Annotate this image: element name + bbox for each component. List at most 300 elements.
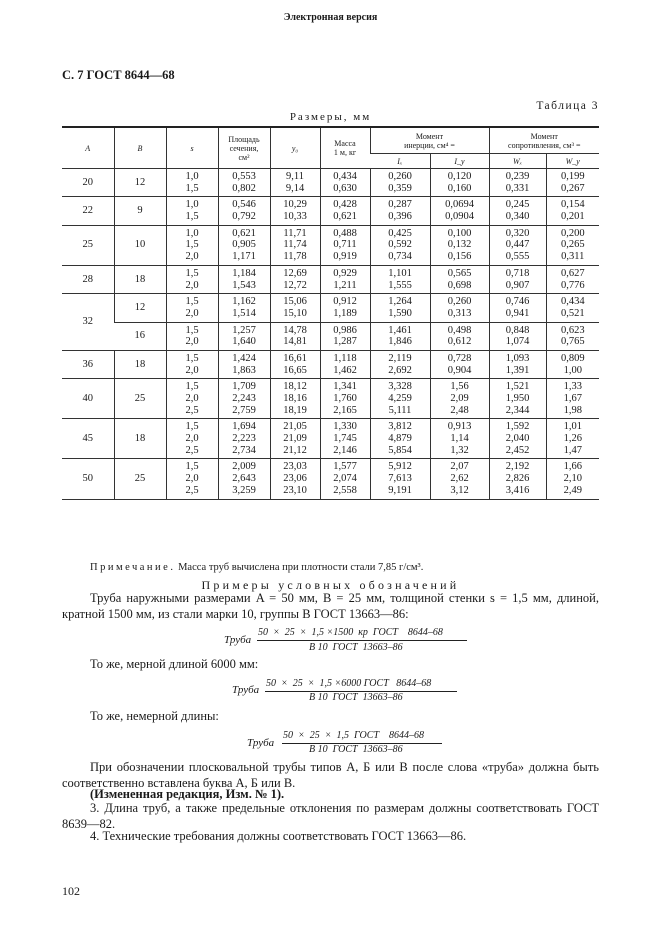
cell-value: 2,692 <box>388 364 412 376</box>
formula-3-word: Труба <box>247 737 275 749</box>
cell-value: 2,452 <box>505 444 530 456</box>
cell-value: 1,709 <box>232 381 256 393</box>
cell-value: 5,912 <box>388 461 412 473</box>
table-row <box>62 169 599 197</box>
cell-value: 2,0 <box>185 279 199 291</box>
cell-value: 0,546 <box>232 199 256 211</box>
cell-value: 0,331 <box>505 182 530 194</box>
formula-3-numerator: 50 × 25 × 1,5 ГОСТ 8644–68 <box>283 730 425 741</box>
cell-value: 0,287 <box>388 199 412 211</box>
cell-y0 <box>270 225 320 265</box>
cell-value: 2,223 <box>232 433 256 445</box>
cell-wx <box>489 379 546 419</box>
cell-value: 0,265 <box>560 239 585 251</box>
cell-a: 45 <box>82 433 93 445</box>
cell-value: 0,555 <box>505 251 530 263</box>
cell-value: 2,734 <box>232 444 256 456</box>
col-header-s: s <box>166 127 218 169</box>
cell-area <box>218 265 270 293</box>
cell-s <box>166 197 218 225</box>
cell-value: 1,162 <box>232 296 256 308</box>
cell-value: 0,320 <box>505 227 530 239</box>
cell-wy <box>546 419 599 459</box>
cell-value: 0,746 <box>505 296 530 308</box>
cell-value: 0,260 <box>388 171 412 182</box>
cell-value: 0,907 <box>505 279 530 291</box>
cell-value: 0,267 <box>560 182 585 194</box>
cell-area <box>218 419 270 459</box>
cell-value: 1,424 <box>232 352 256 364</box>
col-header-mass: Масса 1 м, кг <box>320 127 370 169</box>
col-header-area: Площадь сечения, см² <box>218 127 270 169</box>
cell-value: 1,521 <box>505 381 530 393</box>
cell-value: 1,514 <box>232 307 256 319</box>
cell-value: 0,156 <box>447 251 472 263</box>
col-header-resistance: Момент сопротивления, см³ = <box>489 127 599 154</box>
cell-value: 9,11 <box>286 171 304 182</box>
cell-value: 2,0 <box>185 251 199 263</box>
cell-value: 0,0694 <box>445 199 474 211</box>
cell-iy <box>430 350 489 378</box>
example-paragraph-3: То же, немерной длины: <box>90 709 219 723</box>
cell-value: 0,447 <box>505 239 530 251</box>
cell-value: 0,792 <box>232 211 256 223</box>
cell-value: 0,919 <box>333 251 357 263</box>
cell-value: 10,33 <box>283 211 307 223</box>
table-row <box>62 294 599 322</box>
col-header-b: B <box>114 127 166 169</box>
cell-value: 0,905 <box>232 239 256 251</box>
cell-b: 18 <box>114 350 166 378</box>
cell-value: 1,189 <box>333 307 357 319</box>
cell-value: 1,5 <box>185 324 199 336</box>
cell-value: 1,590 <box>388 307 412 319</box>
cell-wx <box>489 265 546 293</box>
cell-value: 1,171 <box>232 251 256 263</box>
cell-wy <box>546 197 599 225</box>
cell-a: 40 <box>82 392 93 404</box>
cell-value: 0,621 <box>232 227 256 239</box>
cell-value: 2,10 <box>563 473 582 485</box>
cell-value: 2,643 <box>232 473 256 485</box>
table-row <box>62 225 599 265</box>
cell-value: 0,0904 <box>445 211 474 223</box>
cell-value: 1,5 <box>185 381 199 393</box>
formula-2-word: Труба <box>232 684 260 696</box>
cell-value: 2,192 <box>505 461 530 473</box>
cell-value: 1,56 <box>450 381 469 393</box>
cell-iy <box>430 419 489 459</box>
cell-value: 1,98 <box>563 404 582 416</box>
cell-mass <box>320 459 370 499</box>
cell-value: 0,521 <box>560 307 585 319</box>
table-row <box>62 459 599 499</box>
cell-s <box>166 322 218 350</box>
cell-value: 0,913 <box>447 421 472 433</box>
cell-value: 2,5 <box>185 444 199 456</box>
cell-wx <box>489 459 546 499</box>
cell-ix <box>370 197 430 225</box>
cell-value: 15,06 <box>283 296 307 308</box>
note-text: Масса труб вычислена при плотности стали 7,85 г/см³. <box>175 562 424 573</box>
cell-value: 12,69 <box>283 267 307 279</box>
formula-3-denominator: В 10 ГОСТ 13663–86 <box>309 744 403 755</box>
cell-value: 1,33 <box>563 381 582 393</box>
cell-value: 0,565 <box>447 267 472 279</box>
cell-b: 18 <box>114 419 166 459</box>
cell-value: 23,10 <box>283 484 307 496</box>
cell-value: 0,711 <box>333 239 357 251</box>
cell-value: 2,49 <box>563 484 582 496</box>
cell-value: 11,78 <box>283 251 307 263</box>
cell-wy <box>546 350 599 378</box>
cell-area <box>218 294 270 322</box>
cell-a: 22 <box>82 205 93 217</box>
cell-value: 0,313 <box>447 307 472 319</box>
formula-1-word: Труба <box>224 634 252 646</box>
cell-value: 1,32 <box>450 444 469 456</box>
cell-value: 2,0 <box>185 473 199 485</box>
cell-value: 0,154 <box>560 199 585 211</box>
cell-value: 2,558 <box>333 484 357 496</box>
cell-b: 18 <box>114 265 166 293</box>
formula-2-numerator: 50 × 25 × 1,5 ×6000 ГОСТ 8644–68 <box>266 678 432 689</box>
cell-value: 0,239 <box>505 171 530 182</box>
cell-value: 0,428 <box>333 199 357 211</box>
cell-iy <box>430 169 489 197</box>
cell-b: 16 <box>134 330 145 342</box>
cell-ix <box>370 169 430 197</box>
cell-value: 1,00 <box>563 364 582 376</box>
cell-a: 25 <box>82 239 93 251</box>
cell-value: 1,264 <box>388 296 412 308</box>
cell-wx <box>489 322 546 350</box>
cell-wy <box>546 294 599 322</box>
cell-a: 20 <box>82 176 93 188</box>
cell-area <box>218 459 270 499</box>
cell-wx <box>489 169 546 197</box>
col-header-y0: y₀ <box>270 127 320 169</box>
cell-s <box>166 350 218 378</box>
cell-value: 0,929 <box>333 267 357 279</box>
cell-value: 1,760 <box>333 393 357 404</box>
cell-value: 1,745 <box>333 433 357 445</box>
cell-value: 0,200 <box>560 227 585 239</box>
page-heading: С. 7 ГОСТ 8644—68 <box>62 68 175 82</box>
cell-value: 2,040 <box>505 433 530 445</box>
cell-wx <box>489 225 546 265</box>
cell-y0 <box>270 379 320 419</box>
cell-value: 2,074 <box>333 473 357 485</box>
table-row <box>62 419 599 459</box>
cell-s <box>166 459 218 499</box>
cell-value: 1,211 <box>333 279 357 291</box>
table-caption: Размеры, мм <box>289 111 372 123</box>
cell-value: 1,184 <box>232 267 256 279</box>
cell-value: 5,854 <box>388 444 412 456</box>
cell-value: 1,074 <box>505 336 530 348</box>
cell-value: 1,093 <box>505 352 530 364</box>
cell-value: 0,765 <box>560 336 585 348</box>
note-lead: Примечание. <box>90 562 176 573</box>
cell-y0 <box>270 419 320 459</box>
table-row <box>62 265 599 293</box>
cell-value: 0,728 <box>447 352 472 364</box>
cell-value: 1,461 <box>388 324 412 336</box>
cell-value: 0,498 <box>447 324 472 336</box>
cell-iy <box>430 459 489 499</box>
cell-value: 1,5 <box>185 421 199 433</box>
cell-b: 10 <box>114 225 166 265</box>
cell-value: 1,26 <box>563 433 582 445</box>
cell-y0 <box>270 169 320 197</box>
col-header-inertia: Момент инерции, см⁴ = <box>370 127 489 154</box>
cell-s <box>166 225 218 265</box>
cell-value: 7,613 <box>388 473 412 485</box>
example-paragraph-2: То же, мерной длиной 6000 мм: <box>90 657 259 671</box>
cell-area <box>218 197 270 225</box>
cell-value: 2,759 <box>232 404 256 416</box>
cell-y0 <box>270 294 320 322</box>
cell-value: 5,111 <box>388 404 412 416</box>
cell-value: 11,71 <box>283 227 307 239</box>
cell-value: 0,434 <box>560 296 585 308</box>
cell-mass <box>320 197 370 225</box>
cell-value: 0,311 <box>561 251 585 263</box>
cell-value: 0,912 <box>333 296 357 308</box>
cell-value: 2,119 <box>388 352 412 364</box>
cell-value: 23,06 <box>283 473 307 485</box>
cell-value: 18,19 <box>283 404 307 416</box>
cell-value: 1,5 <box>185 352 199 364</box>
cell-ix <box>370 419 430 459</box>
col-header-iy: I_y <box>430 154 489 169</box>
table-note <box>90 562 423 573</box>
cell-iy <box>430 197 489 225</box>
cell-value: 18,12 <box>283 381 307 393</box>
cell-value: 2,5 <box>185 484 199 496</box>
cell-ix <box>370 225 430 265</box>
cell-value: 0,425 <box>388 227 412 239</box>
cell-value: 1,5 <box>185 239 199 251</box>
cell-value: 1,863 <box>232 364 256 376</box>
cell-value: 0,809 <box>560 352 585 364</box>
cell-value: 1,640 <box>232 336 256 348</box>
cell-value: 0,734 <box>388 251 412 263</box>
cell-mass <box>320 379 370 419</box>
cell-value: 3,12 <box>450 484 469 496</box>
cell-value: 0,904 <box>447 364 472 376</box>
cell-b: 9 <box>114 197 166 225</box>
cell-value: 0,718 <box>505 267 530 279</box>
cell-value: 1,592 <box>505 421 530 433</box>
cell-value: 0,260 <box>447 296 472 308</box>
cell-value: 2,009 <box>232 461 256 473</box>
cell-value: 2,07 <box>450 461 469 473</box>
cell-value: 1,5 <box>185 461 199 473</box>
cell-value: 0,201 <box>560 211 585 223</box>
cell-s <box>166 294 218 322</box>
cell-wx <box>489 197 546 225</box>
cell-value: 21,05 <box>283 421 307 433</box>
cell-value: 0,698 <box>447 279 472 291</box>
cell-y0 <box>270 265 320 293</box>
cell-value: 16,65 <box>283 364 307 376</box>
cell-value: 2,344 <box>505 404 530 416</box>
examples-title: Примеры условных обозначений <box>201 578 460 592</box>
cell-wx <box>489 294 546 322</box>
cell-value: 4,259 <box>388 393 412 404</box>
cell-value: 2,0 <box>185 393 199 404</box>
cell-a: 32 <box>82 316 93 328</box>
table-number: Таблица 3 <box>536 100 599 112</box>
cell-value: 0,621 <box>333 211 357 223</box>
cell-mass <box>320 419 370 459</box>
cell-value: 2,0 <box>185 364 199 376</box>
cell-value: 21,12 <box>283 444 307 456</box>
cell-ix <box>370 350 430 378</box>
cell-value: 9,191 <box>388 484 412 496</box>
cell-iy <box>430 379 489 419</box>
cell-value: 14,78 <box>283 324 307 336</box>
cell-value: 3,259 <box>232 484 256 496</box>
cell-value: 16,61 <box>283 352 307 364</box>
cell-value: 18,16 <box>283 393 307 404</box>
cell-value: 14,81 <box>283 336 307 348</box>
cell-value: 23,03 <box>283 461 307 473</box>
cell-iy <box>430 294 489 322</box>
cell-value: 0,488 <box>333 227 357 239</box>
cell-value: 1,341 <box>333 381 357 393</box>
cell-value: 2,0 <box>185 433 199 445</box>
cell-value: 2,09 <box>450 393 469 404</box>
cell-value: 2,243 <box>232 393 256 404</box>
cell-value: 0,132 <box>447 239 472 251</box>
cell-value: 1,846 <box>388 336 412 348</box>
cell-b: 25 <box>114 459 166 499</box>
cell-value: 2,62 <box>450 473 469 485</box>
cell-s <box>166 265 218 293</box>
cell-ix <box>370 322 430 350</box>
cell-value: 21,09 <box>283 433 307 445</box>
cell-value: 1,543 <box>232 279 256 291</box>
cell-wx <box>489 419 546 459</box>
cell-y0 <box>270 459 320 499</box>
cell-value: 2,826 <box>505 473 530 485</box>
cell-value: 0,199 <box>560 171 585 182</box>
cell-value: 2,0 <box>185 336 199 348</box>
cell-value: 0,776 <box>560 279 585 291</box>
cell-b: 12 <box>114 294 166 322</box>
cell-s <box>166 379 218 419</box>
cell-wx <box>489 350 546 378</box>
formula-1-denominator: В 10 ГОСТ 13663–86 <box>309 642 403 653</box>
cell-value: 0,120 <box>447 171 472 182</box>
cell-value: 0,396 <box>388 211 412 223</box>
cell-value: 1,14 <box>450 433 469 445</box>
cell-value: 3,812 <box>388 421 412 433</box>
cell-wy <box>546 459 599 499</box>
cell-value: 0,848 <box>505 324 530 336</box>
col-header-a: A <box>62 127 114 169</box>
cell-ix <box>370 294 430 322</box>
cell-a: 36 <box>82 358 93 370</box>
cell-wy <box>546 169 599 197</box>
cell-value: 0,986 <box>333 324 357 336</box>
cell-iy <box>430 322 489 350</box>
cell-value: 2,48 <box>450 404 469 416</box>
cell-value: 1,287 <box>333 336 357 348</box>
cell-value: 1,0 <box>185 227 199 239</box>
cell-value: 0,623 <box>560 324 585 336</box>
cell-value: 1,5 <box>185 182 199 194</box>
cell-value: 2,5 <box>185 404 199 416</box>
closing-paragraph-3: 4. Технические требования должны соответствовать ГОСТ 13663—86. <box>90 829 467 843</box>
cell-mass <box>320 294 370 322</box>
cell-value: 2,165 <box>333 404 357 416</box>
cell-mass <box>320 322 370 350</box>
cell-iy <box>430 265 489 293</box>
cell-value: 1,257 <box>232 324 256 336</box>
cell-wy <box>546 225 599 265</box>
cell-value: 0,245 <box>505 199 530 211</box>
cell-area <box>218 225 270 265</box>
cell-wy <box>546 379 599 419</box>
table-row <box>62 197 599 225</box>
closing-paragraph-1: При обозначении плосковальной трубы типов А, Б или В после слова «труба» должна быть соответственно вставлена буква А, Б или В. <box>62 760 599 790</box>
cell-value: 11,74 <box>283 239 307 251</box>
cell-value: 1,0 <box>185 199 199 211</box>
cell-value: 0,802 <box>232 182 256 194</box>
cell-value: 12,72 <box>283 279 307 291</box>
cell-mass <box>320 169 370 197</box>
dimensions-table <box>62 126 599 500</box>
page-number: 102 <box>62 884 80 898</box>
closing-paragraph-2: 3. Длина труб, а также предельные отклонения по размерам должны соответствовать ГОСТ 8639—82. <box>62 801 599 831</box>
cell-value: 1,555 <box>388 279 412 291</box>
cell-value: 0,630 <box>333 182 357 194</box>
cell-value: 10,29 <box>283 199 307 211</box>
cell-value: 15,10 <box>283 307 307 319</box>
formula-2-denominator: В 10 ГОСТ 13663–86 <box>309 692 403 703</box>
cell-value: 3,328 <box>388 381 412 393</box>
cell-value: 1,950 <box>505 393 530 404</box>
cell-value: 0,100 <box>447 227 472 239</box>
cell-value: 1,5 <box>185 211 199 223</box>
cell-value: 1,01 <box>563 421 582 433</box>
cell-value: 0,434 <box>333 171 357 182</box>
cell-wy <box>546 322 599 350</box>
cell-value: 4,879 <box>388 433 412 445</box>
cell-area <box>218 169 270 197</box>
cell-value: 1,391 <box>505 364 530 376</box>
col-header-ix: Iₓ <box>370 154 430 169</box>
cell-ix <box>370 265 430 293</box>
col-header-wx: Wₓ <box>489 154 546 169</box>
cell-value: 0,592 <box>388 239 412 251</box>
cell-value: 1,67 <box>563 393 582 404</box>
cell-s <box>166 169 218 197</box>
table-row <box>62 379 599 419</box>
cell-value: 1,66 <box>563 461 582 473</box>
cell-y0 <box>270 322 320 350</box>
cell-value: 1,330 <box>333 421 357 433</box>
formula-1-numerator: 50 × 25 × 1,5 ×1500 кр ГОСТ 8644–68 <box>258 627 443 638</box>
cell-area <box>218 322 270 350</box>
cell-ix <box>370 459 430 499</box>
electronic-version-label: Электронная версия <box>283 12 378 23</box>
cell-b: 25 <box>114 379 166 419</box>
